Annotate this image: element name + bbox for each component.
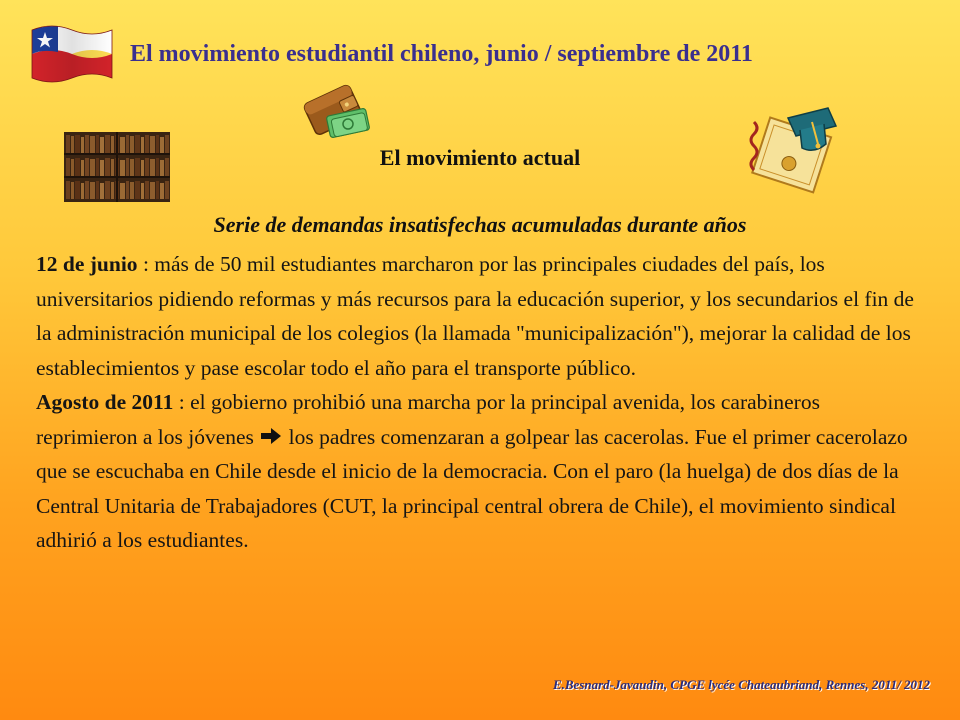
body-text [36,247,926,558]
wallet-money-icon [298,76,372,144]
right-arrow-icon [259,426,283,446]
subheading: Serie de demandas insatisfechas acumuladas durante años [213,212,747,237]
paragraph-june [36,247,926,385]
paragraph-august-text-after: los padres comenzaran a golpear las cacerolas. Fue el primer cacerolazo que se escuchaba en Chile desde el inicio de la democracia. Con el paro (la huelga) de dos días de la Central Unitaria de Trabajadores (CUT, la principal central obrera de Chile), el movimiento sindical adhirió a los estudiantes. [36,424,908,552]
footer-credit: E.Besnard-Javaudin, CPGE lycée Chateaubriand, Rennes, 2011/ 2012 [552,677,930,692]
section-heading: El movimiento actual [379,145,581,170]
slide-title: El movimiento estudiantil chileno, junio / septiembre de 2011 [130,41,753,67]
paragraph-june-text: : más de 50 mil estudiantes marcharon por las principales ciudades del país, los universitarios pidiendo reformas y más recursos para la educación superior, y los secundarios el fin de la administración municipal de los colegios (la llamada "municipalización"), mejorar la calidad de los establecimientos y pase escolar todo el año para el transporte público. [36,252,914,380]
paragraph-august [36,385,926,558]
chile-flag-icon [28,22,116,84]
paragraph-august-text-before: : el gobierno prohibió una marcha por la principal avenida, los carabineros reprimieron a los jóvenes [36,390,820,449]
paragraph-june-lead: 12 de junio [36,252,138,276]
paragraph-august-lead: Agosto de 2011 [36,390,174,414]
